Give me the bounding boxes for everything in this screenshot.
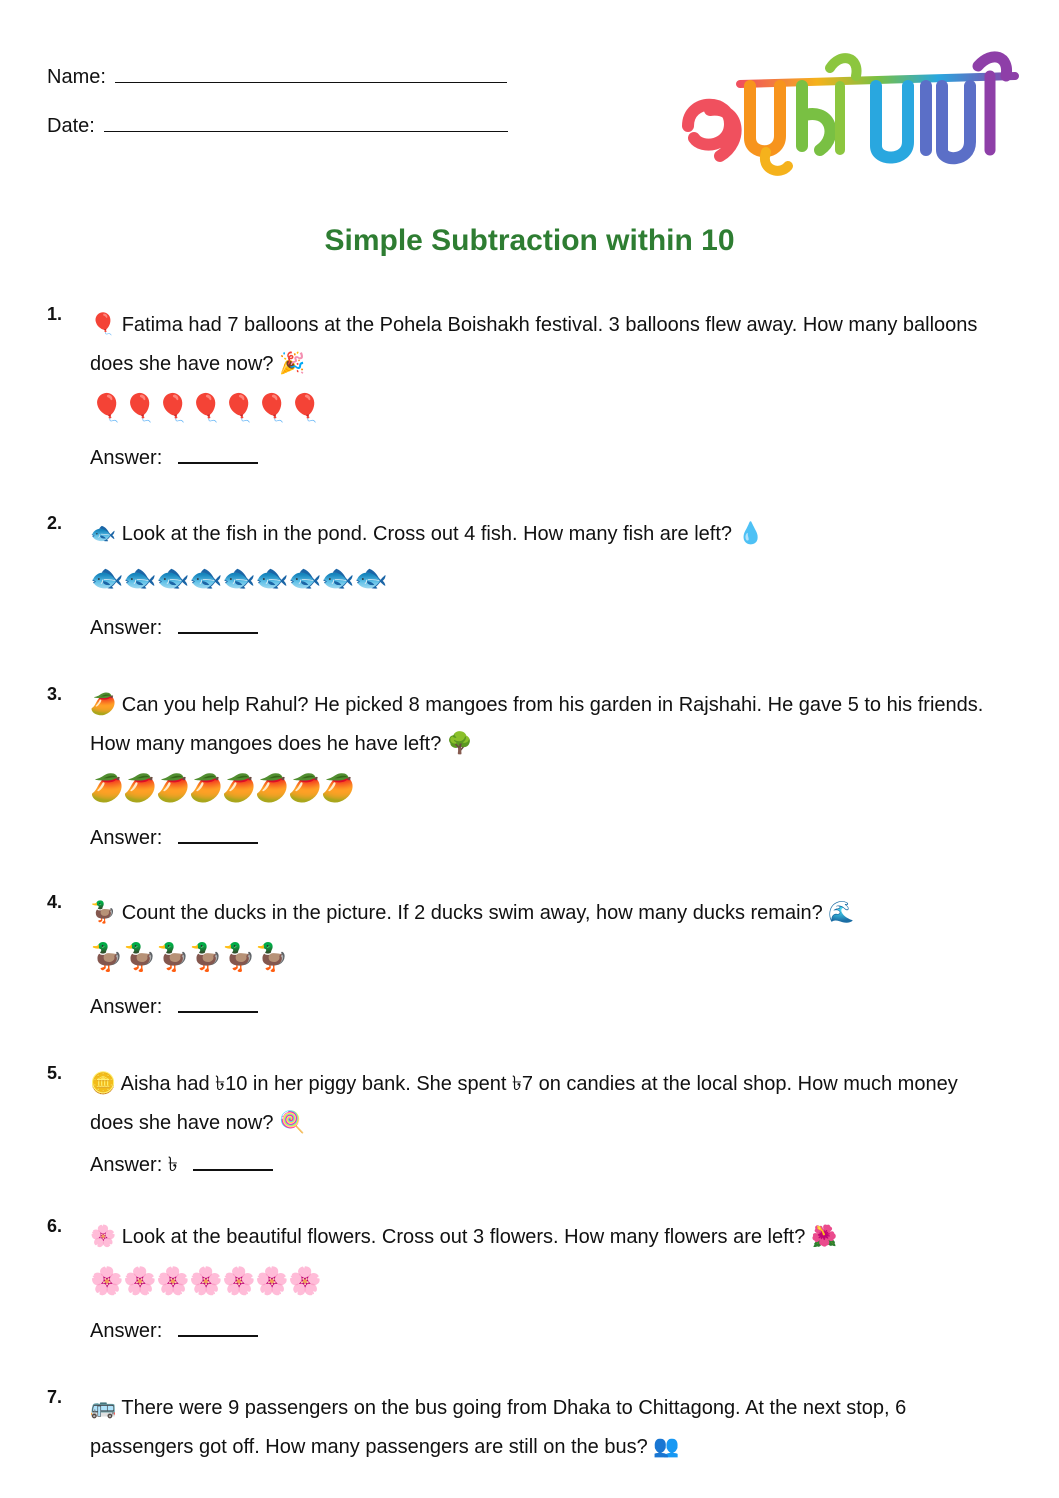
problem-number: 6. [47,1216,63,1236]
duck-icon: 🦆 [90,900,117,924]
problem-number: 2. [47,513,63,533]
answer-line [90,442,987,472]
question-text [90,894,987,933]
fish-icon: 🐟 [321,563,356,594]
fish-icon: 🐟 [222,563,257,594]
balloon-icon: 🎈 [123,393,158,424]
mango-icon: 🥭 [321,773,356,804]
answer-label: Answer: [90,827,163,849]
problem-number: 4. [47,892,63,912]
name-label: Name: [47,66,106,88]
question-body: There were 9 passengers on the bus going from Dhaka to Chittagong. At the next stop, 6 passengers got off. How many passengers are still on the bus? [90,1397,907,1458]
answer-label: Answer: [90,1320,163,1342]
mango-icon: 🥭 [90,692,117,716]
answer-label: Answer: [90,617,163,639]
problem-6 [47,1218,987,1345]
date-label: Date: [47,115,95,137]
question-text [90,1218,987,1257]
name-field[interactable] [115,60,507,83]
duck-icon: 🦆 [156,942,191,973]
question-body: Look at the beautiful flowers. Cross out 3 flowers. How many flowers are left? [121,1226,806,1248]
balloon-icon: 🎈 [288,393,323,424]
cherry-blossom-icon: 🌸 [123,1266,158,1297]
question-body: Aisha had ৳10 in her piggy bank. She spent ৳7 on candies at the local shop. How much money does she have now? [90,1073,958,1134]
droplet-icon: 💧 [737,521,764,545]
people-icon: 👥 [653,1434,680,1458]
anushiloni-logo [680,46,1020,186]
balloon-icon: 🎈 [156,393,191,424]
question-body: Count the ducks in the picture. If 2 ducks swim away, how many ducks remain? [121,902,823,924]
picture-row [90,562,987,598]
mango-icon: 🥭 [90,773,125,804]
answer-line [90,1315,987,1345]
answer-field[interactable] [178,612,258,634]
cherry-blossom-icon: 🌸 [189,1266,224,1297]
date-field[interactable] [104,109,508,132]
answer-label: Answer: [90,996,163,1018]
fish-icon: 🐟 [288,563,323,594]
problem-number: 3. [47,684,63,704]
problem-3 [47,686,987,852]
answer-field[interactable] [178,1315,258,1337]
answer-line [90,991,987,1021]
taka-symbol: ৳ [167,1154,178,1176]
hibiscus-icon: 🌺 [810,1224,838,1248]
answer-field[interactable] [193,1149,273,1171]
picture-row [90,1265,987,1301]
cherry-blossom-icon: 🌸 [90,1224,117,1248]
balloon-icon: 🎈 [255,393,290,424]
fish-icon: 🐟 [354,563,389,594]
picture-row [90,941,987,977]
question-text [90,686,987,764]
problem-7 [47,1389,987,1467]
balloon-icon: 🎈 [90,393,125,424]
cherry-blossom-icon: 🌸 [90,1266,125,1297]
duck-icon: 🦆 [189,942,224,973]
fish-icon: 🐟 [90,521,117,545]
question-text [90,1065,987,1143]
picture-row [90,392,987,428]
picture-row [90,772,987,808]
duck-icon: 🦆 [222,942,257,973]
answer-line [90,822,987,852]
cherry-blossom-icon: 🌸 [222,1266,257,1297]
date-line [47,109,508,141]
question-body: Fatima had 7 balloons at the Pohela Boishakh festival. 3 balloons flew away. How many balloons does she have now? [90,314,978,375]
fish-icon: 🐟 [156,563,191,594]
answer-line [90,1149,987,1179]
fish-icon: 🐟 [90,563,125,594]
duck-icon: 🦆 [90,942,125,973]
answer-label: Answer: [90,447,163,469]
bus-icon: 🚌 [90,1395,117,1419]
problem-2 [47,515,987,642]
student-info [47,60,508,158]
duck-icon: 🦆 [123,942,158,973]
tree-icon: 🌳 [446,731,474,755]
party-popper-icon: 🎉 [279,351,306,375]
answer-field[interactable] [178,822,258,844]
fish-icon: 🐟 [123,563,158,594]
cherry-blossom-icon: 🌸 [156,1266,191,1297]
mango-icon: 🥭 [189,773,224,804]
coin-icon: 🪙 [90,1071,117,1095]
question-body: Can you help Rahul? He picked 8 mangoes from his garden in Rajshahi. He gave 5 to his friends. How many mangoes does he have left? [90,694,984,755]
answer-line [90,612,987,642]
question-text [90,1389,987,1467]
question-text [90,515,987,554]
mango-icon: 🥭 [255,773,290,804]
question-body: Look at the fish in the pond. Cross out 4 fish. How many fish are left? [121,523,733,545]
cherry-blossom-icon: 🌸 [288,1266,323,1297]
balloon-icon: 🎈 [189,393,224,424]
balloon-icon: 🎈 [222,393,257,424]
name-line [47,60,508,92]
lollipop-icon: 🍭 [279,1110,306,1134]
mango-icon: 🥭 [123,773,158,804]
answer-field[interactable] [178,991,258,1013]
problem-1 [47,306,987,472]
wave-icon: 🌊 [828,900,855,924]
problem-4 [47,894,987,1021]
problem-5 [47,1065,987,1179]
mango-icon: 🥭 [156,773,191,804]
answer-label: Answer: [90,1154,163,1176]
problem-number: 1. [47,304,63,324]
mango-icon: 🥭 [222,773,257,804]
question-text [90,306,987,384]
problem-number: 7. [47,1387,63,1407]
fish-icon: 🐟 [255,563,290,594]
mango-icon: 🥭 [288,773,323,804]
balloon-icon: 🎈 [90,312,117,336]
duck-icon: 🦆 [255,942,290,973]
cherry-blossom-icon: 🌸 [255,1266,290,1297]
answer-field[interactable] [178,442,258,464]
fish-icon: 🐟 [189,563,224,594]
problem-number: 5. [47,1063,63,1083]
worksheet-title: Simple Subtraction within 10 [324,224,735,257]
